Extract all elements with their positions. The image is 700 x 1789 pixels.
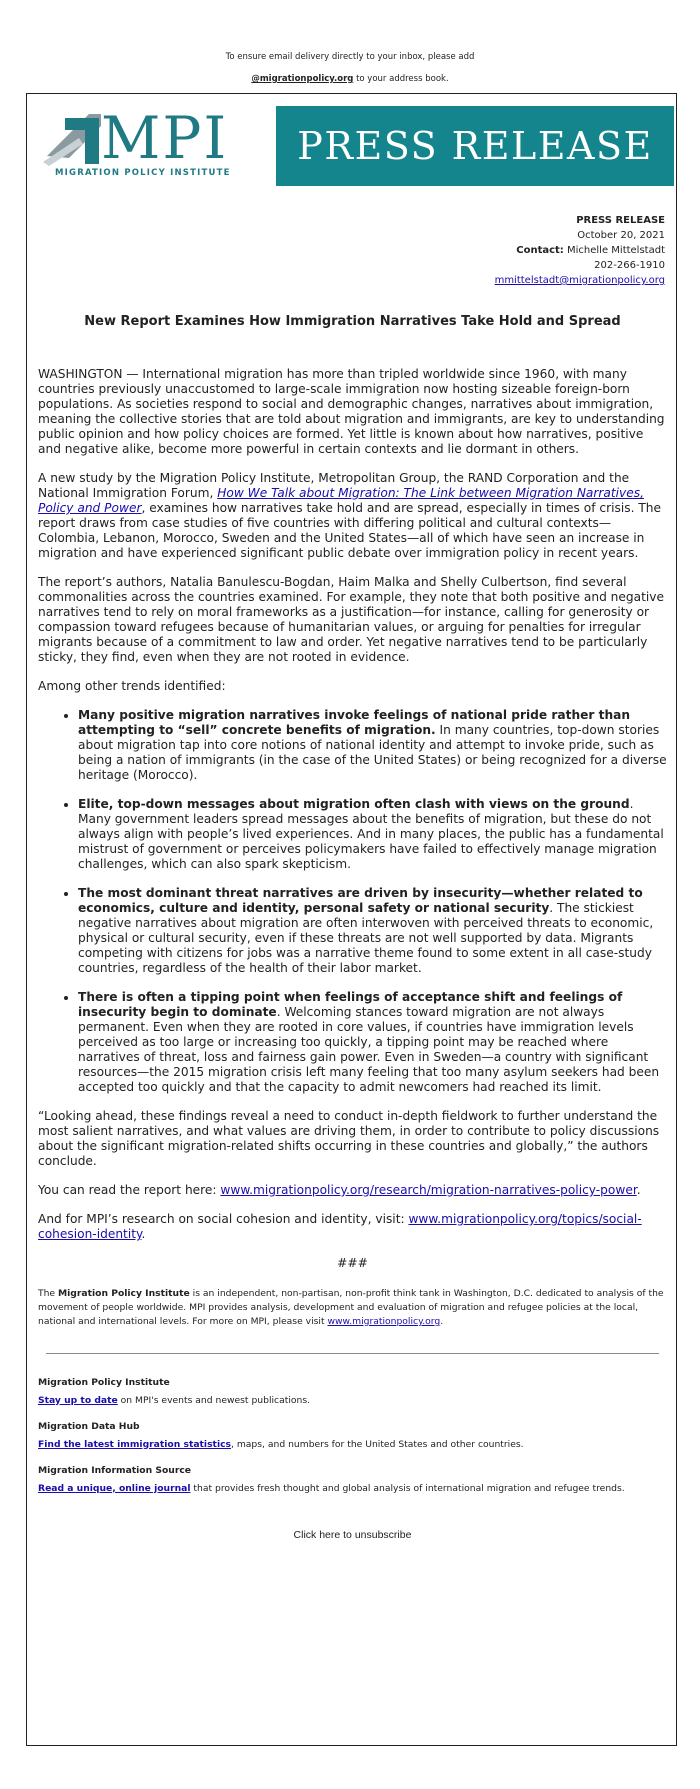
contact-label: PRESS RELEASE (576, 215, 665, 226)
footer (38, 1376, 667, 1543)
paragraph: And for MPI’s research on social cohesion and identity, visit: www.migrationpolicy.org/topics/social-cohesion-identity. (38, 1212, 642, 1241)
press-release-banner: PRESS RELEASE (276, 106, 674, 186)
list-item: • Elite, top-down messages about migration often clash with views on the ground. Many government leaders spread messages about the benefits of migration, but these do not always align with people’s lived experiences. And in many places, the public has a fundamental mistrust of government or perceives policymakers have failed to effectively manage migration challenges, which can also spark skepticism. (78, 797, 667, 872)
paragraph: Among other trends identified: (38, 679, 226, 693)
footer-section-title: Migration Data Hub (38, 1421, 140, 1432)
paragraph: A new study by the Migration Policy Institute, Metropolitan Group, the RAND Corporation and the National Immigration Forum, How We Talk about Migration: The Link between Migration Narratives, Policy and Power, examines how narratives take hold and are spread, especially in times of crisis. The report draws from case studies of five countries with differing political and cultural contexts—Colombia, Lebanon, Morocco, Sweden and the United States—all of which have seen an increase in migration and have experienced significant public debate over immigration policy in recent years. (38, 471, 662, 560)
paragraph: WASHINGTON — International migration has more than tripled worldwide since 1960, with many countries previously unaccustomed to large-scale immigration now hosting sizeable foreign-born populations. As societies respond to social and demographic changes, narratives about immigration, meaning the collective stories that are told about migration and immigrants, are key to understanding public opinion and how policy choices are formed. Yet little is known about how narratives, positive and negative alike, become more powerful in certain contexts and lie dormant in others. (38, 367, 665, 456)
unsubscribe-link[interactable]: Click here to unsubscribe (293, 1529, 412, 1541)
list-item: • The most dominant threat narratives are driven by insecurity—whether related to economics, culture and identity, personal safety or national security. The stickiest negative narratives about migration are often interwoven with perceived threats to economic, physical or cultural security, even if these threats are not well supported by data. Migrants competing with citizens for jobs was a narrative theme found to some extent in all case-study countries, regardless of the health of their labor market. (78, 886, 667, 976)
contact-line: Contact: Michelle Mittelstadt (516, 245, 665, 256)
mpi-logo-icon (39, 108, 109, 170)
mpi-website-link[interactable]: www.migrationpolicy.org (327, 1316, 441, 1327)
footer-section-title: Migration Policy Institute (38, 1377, 170, 1388)
footer-section: Migration Policy Institute Stay up to date on MPI's events and newest publications. (38, 1376, 667, 1407)
list-item: • There is often a tipping point when feelings of acceptance shift and feelings of insecurity begin to dominate. Welcoming stances toward migration are not always permanent. Even when they are rooted in core values, if countries have immigration levels perceived as too large or increasing too quickly, a tipping point may be reached where narratives of threat, loss and fairness gain power. Even in Sweden—a country with significant resources—the 2015 migration crisis left many feeling that too many asylum seekers had been accepted too quickly and that the capacity to admit newcomers had reached its limit. (78, 990, 667, 1095)
report-title-link[interactable]: How We Talk about Migration: The Link between Migration Narratives, Policy and Power (38, 486, 644, 515)
logo-subtitle: MIGRATION POLICY INSTITUTE (55, 168, 231, 178)
preheader-line2: @migrationpolicy.org to your address book. (251, 74, 449, 84)
paragraph: “Looking ahead, these findings reveal a need to conduct in-depth fieldwork to further understand the most salient narratives, and what values are driving them, in order to contribute to policy discussions about the significant migration-related shifts occurring in these countries and globally,” the authors conclude. (38, 1109, 660, 1168)
paragraph: You can read the report here: www.migrationpolicy.org/research/migration-narratives-policy-power. (38, 1183, 641, 1197)
footer-section: Migration Information Source Read a unique, online journal that provides fresh thought and global analysis of international migration and refugee trends. (38, 1464, 667, 1495)
footer-link[interactable]: Read a unique, online journal (38, 1482, 191, 1494)
contact-phone: 202-266-1910 (594, 260, 665, 271)
paragraph: The report’s authors, Natalia Banulescu-Bogdan, Haim Malka and Shelly Culbertson, find several commonalities across the countries examined. For example, they note that both positive and negative narratives tend to rely on moral frameworks as a justification—for instance, calling for generosity or compassion toward refugees because of humanitarian values, or arguing for penalties for irregular migrants because of a commitment to law and order. Yet negative narratives tend to be particularly sticky, they find, even when they are not rooted in evidence. (38, 575, 664, 664)
preheader (0, 0, 700, 90)
footer-link[interactable]: Stay up to date (38, 1394, 118, 1406)
logo-text: MPI (101, 104, 229, 172)
header (39, 106, 664, 186)
divider (46, 1353, 659, 1354)
list-item: • Many positive migration narratives invoke feelings of national pride rather than attempting to “sell” concrete benefits of migration. In many countries, top-down stories about migration tap into core notions of national identity and attempt to invoke pride, such as being a nation of immigrants (in the case of the United States) or being recognized for a diverse heritage (Morocco). (78, 708, 667, 783)
end-marker: ### (337, 1256, 368, 1270)
footer-link[interactable]: Find the latest immigration statistics (38, 1438, 232, 1450)
footer-section-title: Migration Information Source (38, 1465, 192, 1476)
release-body (38, 367, 667, 1543)
preheader-line1: To ensure email delivery directly to your inbox, please add (225, 52, 475, 62)
contact-email-link[interactable]: mmittelstadt@migrationpolicy.org (494, 275, 665, 286)
about-mpi: The Migration Policy Institute is an independent, non-partisan, non-profit think tank in Washington, D.C. dedicated to analysis of the movement of people worldwide. MPI provides analysis, development and evaluation of migration and refugee policies at the local, national and international levels. For more on MPI, please visit www.migrationpolicy.org. (38, 1288, 664, 1327)
report-url-link[interactable]: www.migrationpolicy.org/research/migration-narratives-policy-power (220, 1183, 637, 1197)
mpi-logo[interactable] (39, 106, 264, 186)
release-date: October 20, 2021 (577, 230, 665, 241)
contact-block (495, 213, 665, 288)
email-frame (26, 93, 677, 1746)
headline: New Report Examines How Immigration Narratives Take Hold and Spread (84, 314, 621, 329)
trends-list (38, 708, 667, 1095)
topic-url-link[interactable]: www.migrationpolicy.org/topics/social-cohesion-identity (38, 1212, 642, 1241)
footer-section: Migration Data Hub Find the latest immigration statistics, maps, and numbers for the United States and other countries. (38, 1420, 667, 1451)
preheader-address[interactable]: @migrationpolicy.org (251, 74, 354, 84)
